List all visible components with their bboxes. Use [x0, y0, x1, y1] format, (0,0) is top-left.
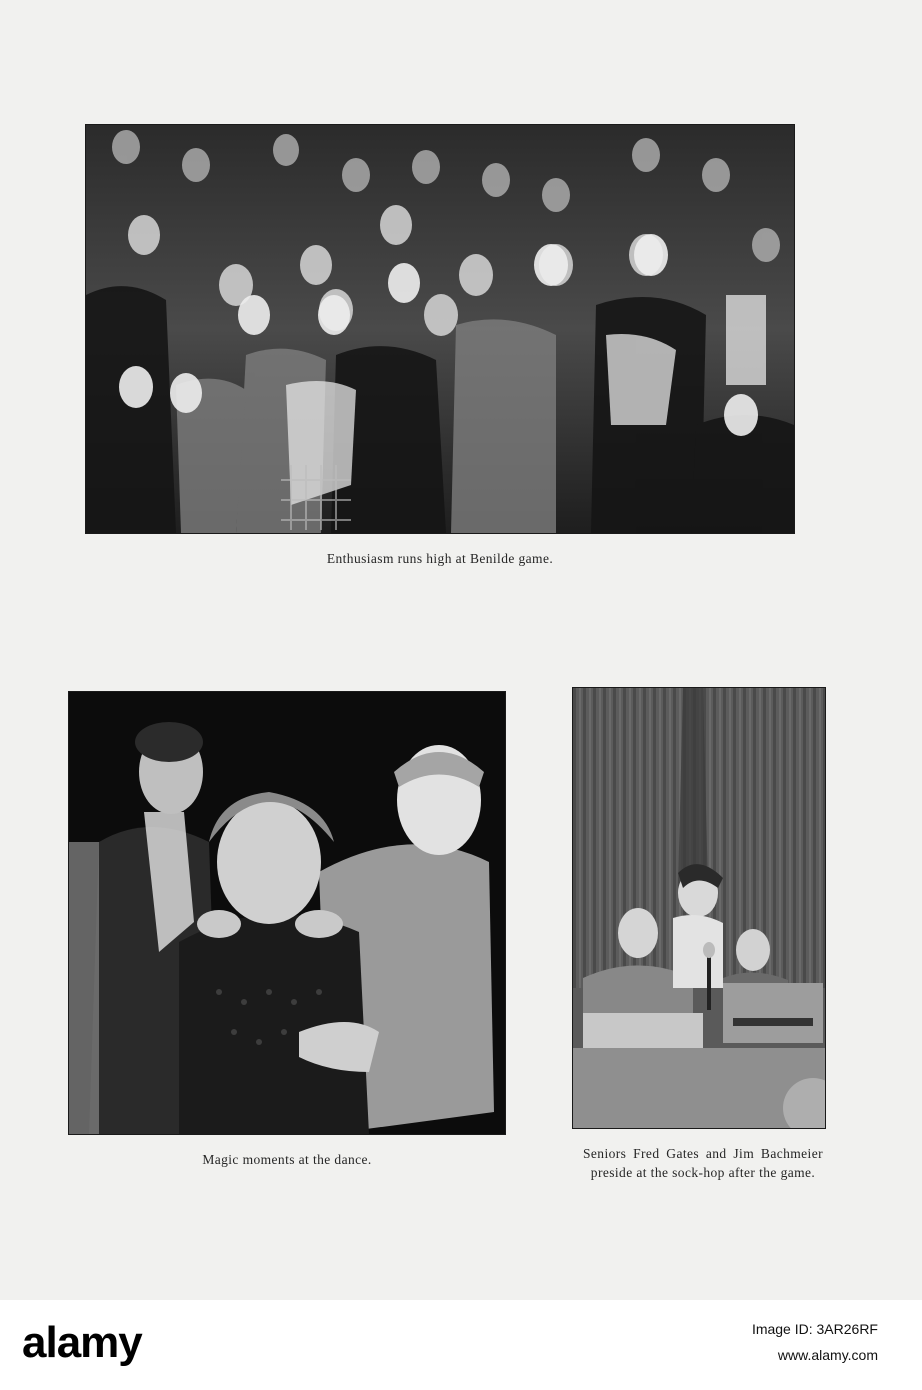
crowd-photo	[86, 125, 794, 533]
watermark-image-id: Image ID: 3AR26RF	[751, 1321, 878, 1337]
crowd-caption: Enthusiasm runs high at Benilde game.	[326, 551, 554, 566]
dance-photo-image	[69, 692, 505, 1134]
sockhop-photo	[573, 688, 825, 1128]
watermark-logo: alamy	[22, 1318, 142, 1367]
sockhop-photo-image	[573, 688, 825, 1128]
sockhop-caption: Seniors Fred Gates and Jim Bachmeier preside at the sock-hop after the game.	[583, 1146, 823, 1180]
dance-caption: Magic moments at the dance.	[202, 1152, 372, 1167]
watermark-url: www.alamy.com	[777, 1347, 878, 1363]
crowd-photo-image	[86, 125, 794, 533]
dance-photo	[69, 692, 505, 1134]
